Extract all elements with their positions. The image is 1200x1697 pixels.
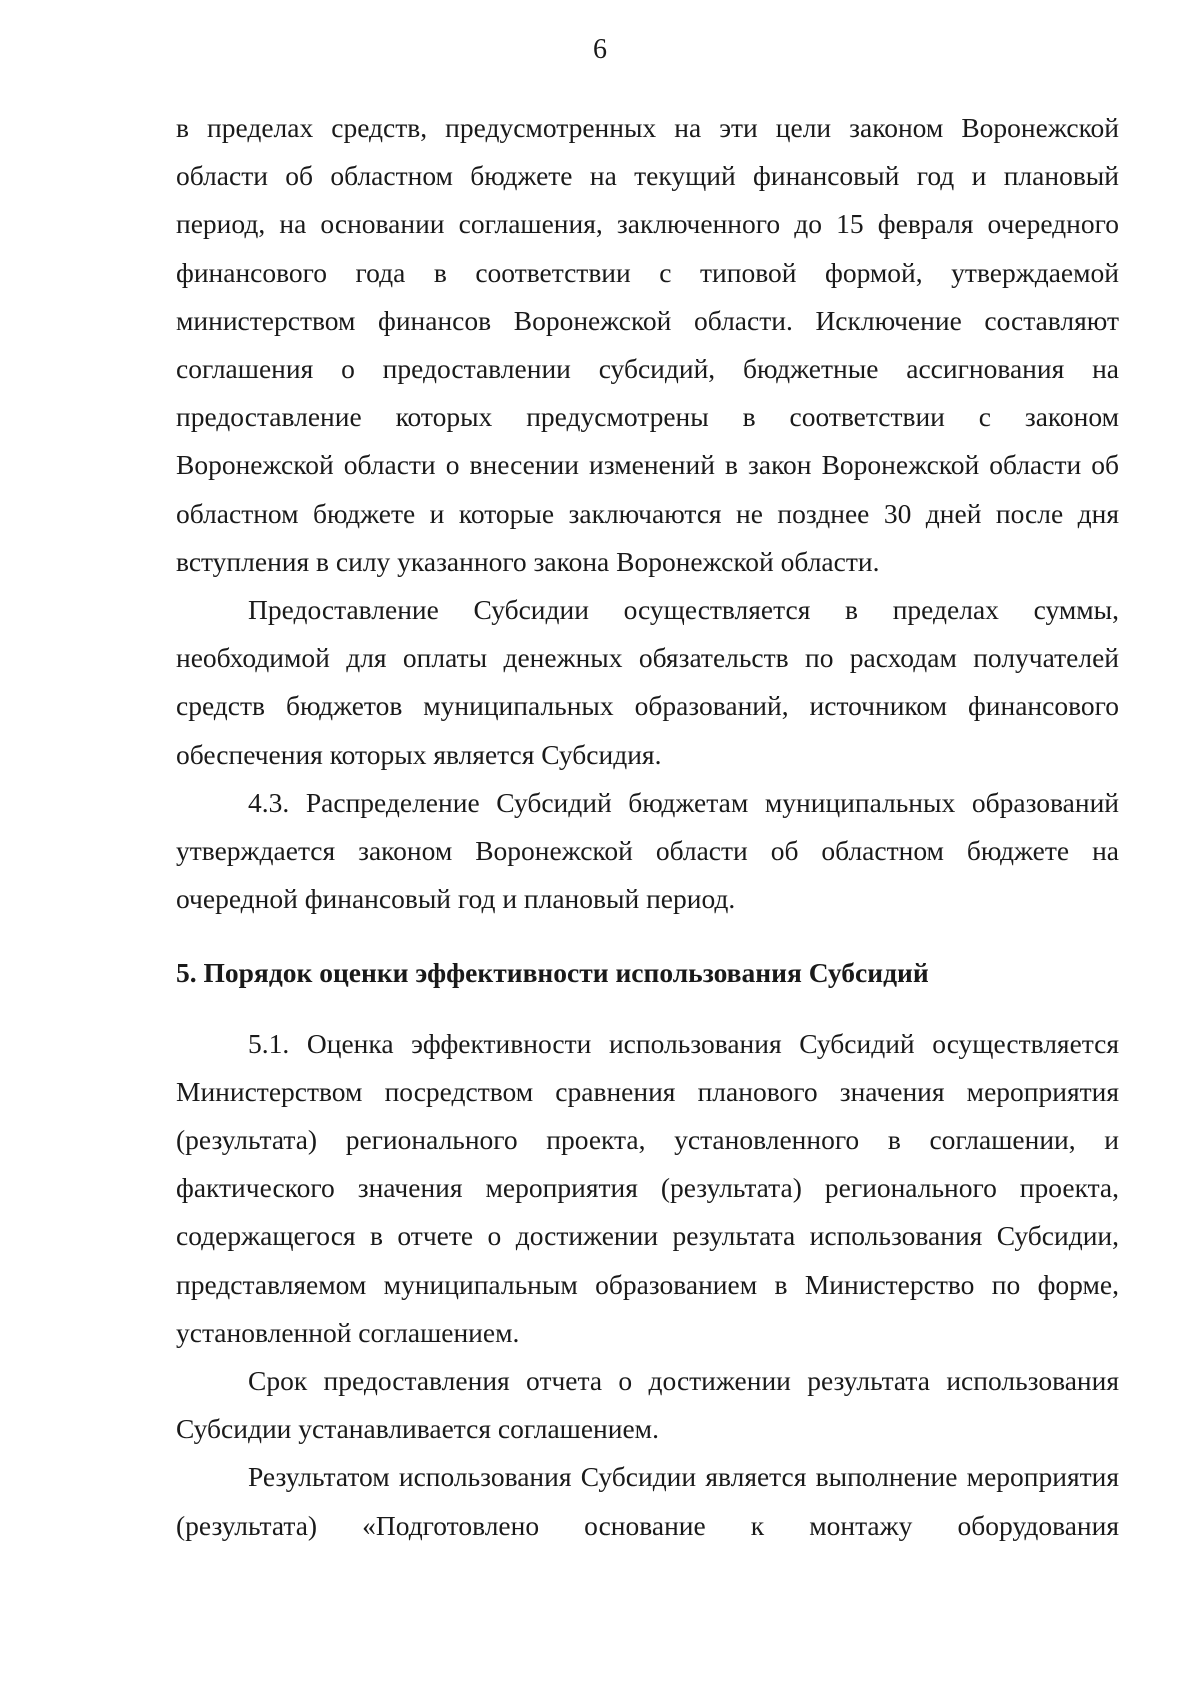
paragraph-4-3: 4.3. Распределение Субсидий бюджетам муниципальных образований утверждается законом Воронежской области об областном бюджете на очередной финансовый год и плановый период. [176, 786, 1119, 915]
paragraph-continuation: в пределах средств, предусмотренных на эти цели законом Воронежской области об областном бюджете на текущий финансовый год и плановый период, на основании соглашения, заключенного до 15 февраля очередного финансового года в соответствии с типовой формой, утверждаемой министерством финансов Воронежской области. Исключение составляют соглашения о предоставлении субсидий, бюджетные ассигнования на предоставление которых предусмотрены в соответствии с законом Воронежской области о внесении изменений в закон Воронежской области об областном бюджете и которые заключаются не позднее 30 дней после дня вступления в силу указанного закона Воронежской области. [176, 112, 1119, 577]
page-number: 6 [593, 34, 607, 65]
section-5-heading: 5. Порядок оценки эффективности использования Субсидий [176, 957, 929, 989]
paragraph-result: Результатом использования Субсидии является выполнение мероприятия (результата) «Подготовлено основание к монтажу оборудования [176, 1461, 1119, 1541]
paragraph-subsidy-provision: Предоставление Субсидии осуществляется в пределах суммы, необходимой для оплаты денежных обязательств по расходам получателей средств бюджетов муниципальных образований, источником финансового обеспечения которых является Субсидия. [176, 594, 1119, 770]
document-body [176, 104, 1119, 1550]
paragraph-5-1: 5.1. Оценка эффективности использования Субсидий осуществляется Министерством посредством сравнения планового значения мероприятия (результата) регионального проекта, установленного в соглашении, и фактического значения мероприятия (результата) регионального проекта, содержащегося в отчете о достижении результата использования Субсидии, представляемом муниципальным образованием в Министерство по форме, установленной соглашением. [176, 1027, 1119, 1348]
paragraph-report-deadline: Срок предоставления отчета о достижении результата использования Субсидии устанавливается соглашением. [176, 1365, 1119, 1445]
